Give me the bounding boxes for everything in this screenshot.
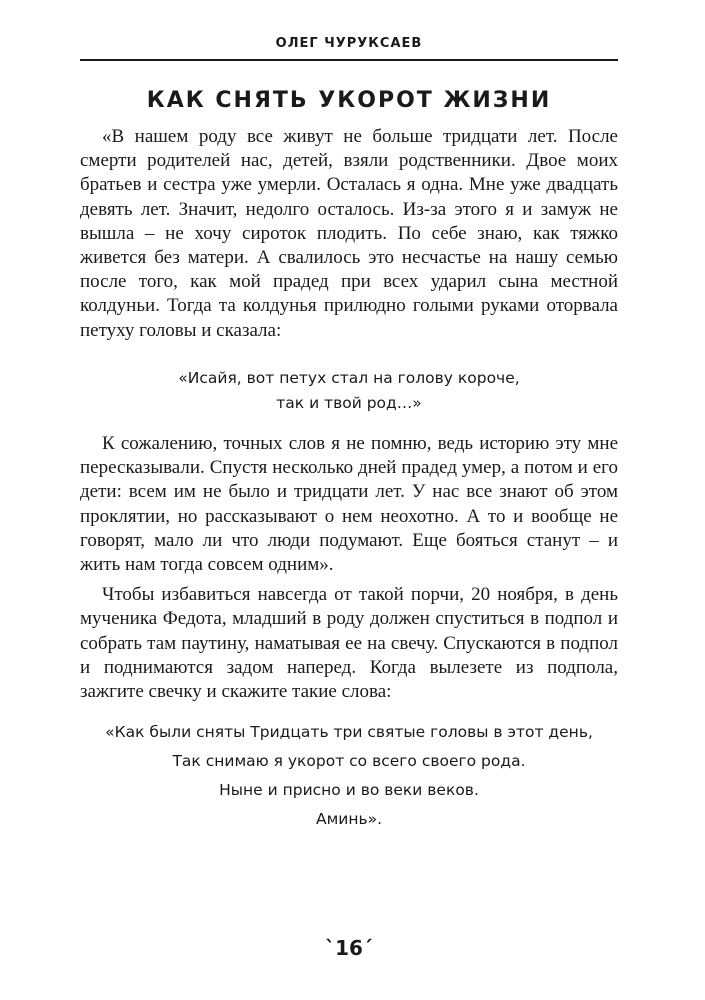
- running-header-author: ОЛЕГ ЧУРУКСАЕВ: [275, 36, 423, 51]
- prayer-line: Ныне и присно и во веки веков.: [219, 781, 479, 799]
- prayer-line: «Как были сняты Тридцать три святые головы в этот день,: [105, 723, 593, 741]
- paragraph: «В нашем роду все живут не больше тридцати лет. После смерти родителей нас, детей, взяли родственники. Двое моих братьев и сестра уже умерли. Осталась я одна. Мне уже двадцать девять лет. Значит, недолго осталось. Из-за этого я и замуж не вышла – не хочу сироток плодить. По себе знаю, как тяжко живется без матери. А свалилось это несчастье на нашу семью после того, как мой прадед при всех ударил сына местной колдуньи. Тогда та колдунья прилюдно голыми руками оторвала петуху головы и сказала:: [80, 126, 618, 341]
- curse-quote: [80, 366, 618, 416]
- header-rule: [80, 59, 618, 61]
- body-text-block-2: [80, 432, 618, 704]
- page-number: `16´: [325, 936, 373, 960]
- prayer-line: Так снимаю я укорот со всего своего рода.: [172, 752, 526, 770]
- quote-line: так и твой род…»: [276, 394, 422, 412]
- paragraph: К сожалению, точных слов я не помню, ведь историю эту мне пересказывали. Спустя несколько дней прадед умер, а потом и его дети: всем им не было и тридцати лет. У нас все знают об этом проклятии, но рассказывают о нем неохотно. А то и вообще не говорят, мало ли что люди подумают. Еще бояться станут – и жить нам тогда совсем одним».: [80, 433, 618, 576]
- chapter-title: КАК СНЯТЬ УКОРОТ ЖИЗНИ: [146, 88, 552, 113]
- prayer-text: [80, 718, 618, 834]
- paragraph: Чтобы избавиться навсегда от такой порчи, 20 ноября, в день мученика Федота, младший в роду должен спуститься в подпол и собрать там паутину, наматывая ее на свечу. Спускаются в подпол и поднимаются задом наперед. Когда вылезете из подпола, зажгите свечку и скажите такие слова:: [80, 584, 618, 703]
- quote-line: «Исайя, вот петух стал на голову короче,: [178, 369, 520, 387]
- prayer-line: Аминь».: [315, 810, 383, 828]
- body-text-block-1: [80, 125, 618, 343]
